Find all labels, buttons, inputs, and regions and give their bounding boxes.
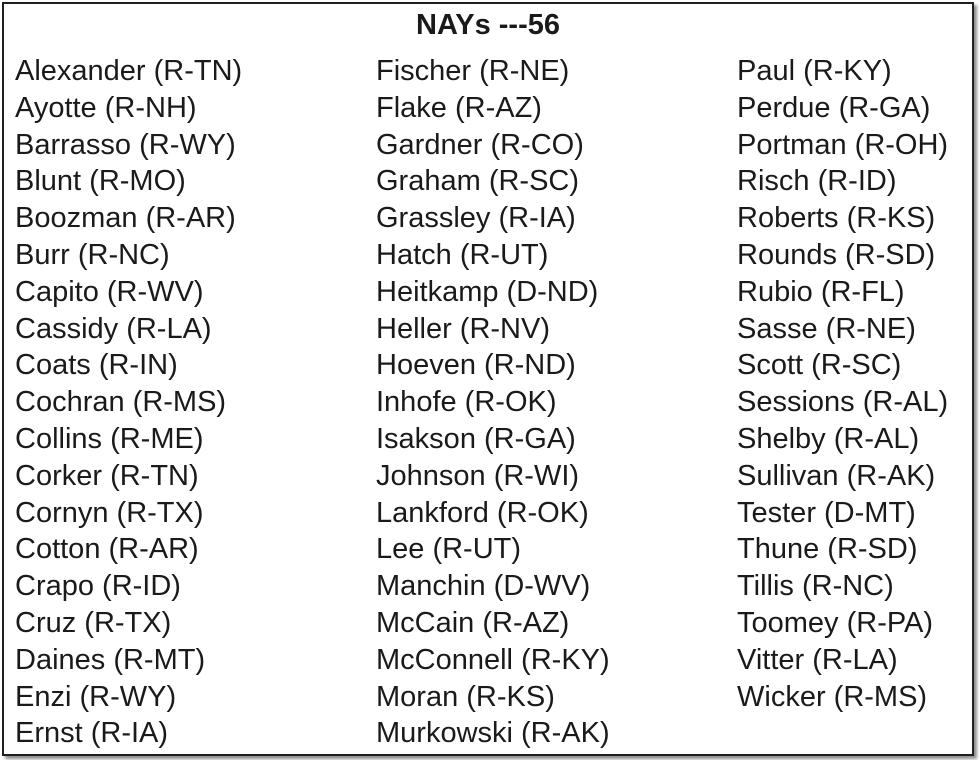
senator-name: Burr (R-NC) xyxy=(15,238,170,271)
senator-name: Cruz (R-TX) xyxy=(15,606,172,639)
senator-name: Ernst (R-IA) xyxy=(15,717,169,750)
senator-column-3 xyxy=(737,53,948,715)
senator-name: Tester (D-MT) xyxy=(737,496,916,529)
senator-name: Roberts (R-KS) xyxy=(737,202,936,235)
senator-name: Heitkamp (D-ND) xyxy=(376,275,599,308)
senator-name: Cassidy (R-LA) xyxy=(15,312,212,345)
senator-name: Enzi (R-WY) xyxy=(15,680,177,713)
senator-name: Vitter (R-LA) xyxy=(737,643,898,676)
senator-name: Paul (R-KY) xyxy=(737,55,892,87)
senator-name: Perdue (R-GA) xyxy=(737,91,931,124)
senator-name: Cotton (R-AR) xyxy=(15,533,199,566)
senator-name: Moran (R-KS) xyxy=(376,680,555,713)
senator-name: Isakson (R-GA) xyxy=(376,422,576,455)
senator-name: Scott (R-SC) xyxy=(737,349,902,382)
senator-name: Sasse (R-NE) xyxy=(737,312,916,345)
senator-name: Rounds (R-SD) xyxy=(737,238,936,271)
senator-name: Manchin (D-WV) xyxy=(376,570,591,603)
senator-name: McCain (R-AZ) xyxy=(376,606,570,639)
senator-name: Toomey (R-PA) xyxy=(737,606,934,639)
senator-name: Barrasso (R-WY) xyxy=(15,128,236,161)
senator-name: Lankford (R-OK) xyxy=(376,496,589,529)
senator-name: Cochran (R-MS) xyxy=(15,386,227,419)
senator-name: Alexander (R-TN) xyxy=(15,55,243,87)
senator-name: Tillis (R-NC) xyxy=(737,570,894,603)
senator-name: Sullivan (R-AK) xyxy=(737,459,936,492)
senator-name: Crapo (R-ID) xyxy=(15,570,181,603)
senator-name: Shelby (R-AL) xyxy=(737,422,920,455)
senator-name: Heller (R-NV) xyxy=(376,312,550,345)
senator-name: Daines (R-MT) xyxy=(15,643,206,676)
senator-name: Hoeven (R-ND) xyxy=(376,349,576,382)
senator-name: Boozman (R-AR) xyxy=(15,202,236,235)
senator-name: Blunt (R-MO) xyxy=(15,165,186,198)
senator-name: Johnson (R-WI) xyxy=(376,459,580,492)
senator-name: Coats (R-IN) xyxy=(15,349,178,382)
senator-name: Flake (R-AZ) xyxy=(376,91,542,124)
senator-name: Fischer (R-NE) xyxy=(376,55,570,87)
senator-name: Portman (R-OH) xyxy=(737,128,949,161)
senator-name: Inhofe (R-OK) xyxy=(376,386,557,419)
senator-name: Hatch (R-UT) xyxy=(376,238,549,271)
senator-name: Ayotte (R-NH) xyxy=(15,91,197,124)
senator-name: Corker (R-TN) xyxy=(15,459,199,492)
senator-name: Graham (R-SC) xyxy=(376,165,580,198)
senator-name: Capito (R-WV) xyxy=(15,275,204,308)
senator-column-1 xyxy=(15,53,242,752)
senator-column-2 xyxy=(376,53,610,752)
senator-name: Grassley (R-IA) xyxy=(376,202,576,235)
senator-name: Rubio (R-FL) xyxy=(737,275,905,308)
senator-name: Gardner (R-CO) xyxy=(376,128,584,161)
senator-name: Collins (R-ME) xyxy=(15,422,204,455)
senator-name: Murkowski (R-AK) xyxy=(376,717,610,750)
vote-list-panel xyxy=(2,2,974,756)
senator-name: Wicker (R-MS) xyxy=(737,680,928,713)
senator-name: McConnell (R-KY) xyxy=(376,643,610,676)
senator-name: Lee (R-UT) xyxy=(376,533,522,566)
senator-name: Sessions (R-AL) xyxy=(737,386,949,419)
senator-name: Thune (R-SD) xyxy=(737,533,918,566)
senator-name: Cornyn (R-TX) xyxy=(15,496,204,529)
senator-name: Risch (R-ID) xyxy=(737,165,897,198)
page-title: NAYs ---56 xyxy=(416,9,560,41)
